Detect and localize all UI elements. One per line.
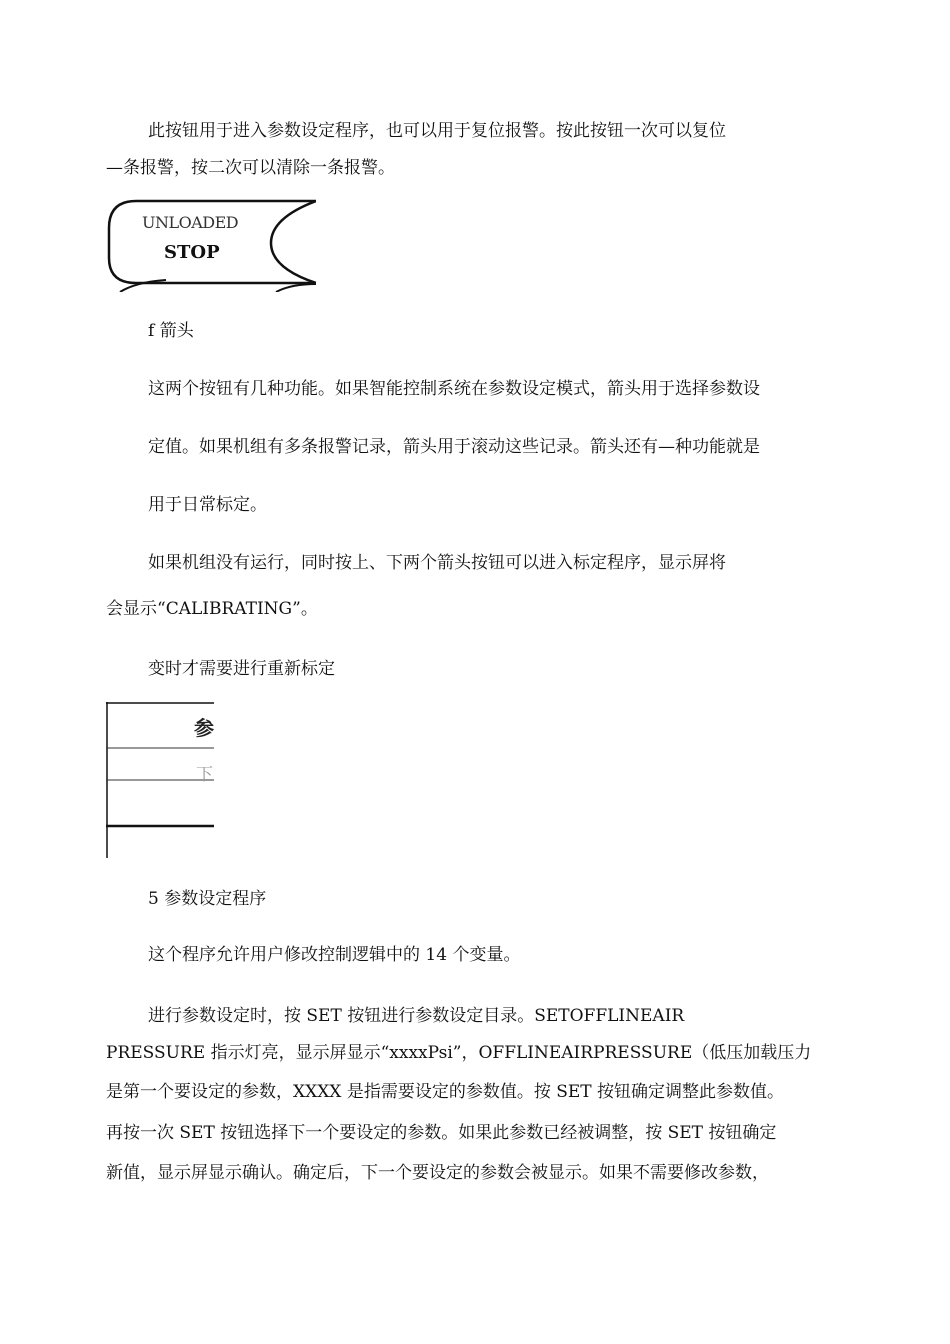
p2-line3: 用于日常标定。 bbox=[148, 495, 267, 515]
p5-line1: 这个程序允许用户修改控制逻辑中的 14 个变量。 bbox=[148, 945, 521, 965]
p3-line2: 会显示“CALIBRATING”。 bbox=[106, 599, 318, 619]
button-label-stop: STOP bbox=[164, 242, 220, 263]
p6-line3: 是第一个要设定的参数，XXXX 是指需要设定的参数值。按 SET 按钮确定调整此参数值。 bbox=[106, 1082, 785, 1102]
p6-line1: 进行参数设定时，按 SET 按钮进行参数设定目录。SETOFFLINEAIR bbox=[148, 1006, 685, 1026]
arrow-heading: f 箭头 bbox=[148, 321, 194, 341]
p6-line5: 新值，显示屏显示确认。确定后，下一个要设定的参数会被显示。如果不需要修改参数， bbox=[106, 1163, 769, 1183]
table-header-fragment: 参 bbox=[194, 716, 214, 740]
unloaded-stop-button-figure bbox=[106, 198, 316, 292]
p3-line1: 如果机组没有运行，同时按上、下两个箭头按钮可以进入标定程序，显示屏将 bbox=[148, 553, 726, 573]
parameter-table-figure bbox=[106, 702, 214, 858]
p2-line2: 定值。如果机组有多条报警记录，箭头用于滚动这些记录。箭头还有—种功能就是 bbox=[148, 437, 760, 457]
p2-line1: 这两个按钮有几种功能。如果智能控制系统在参数设定模式，箭头用于选择参数设 bbox=[148, 379, 760, 399]
table-row-fragment: 下 bbox=[196, 765, 213, 785]
section-heading: 5 参数设定程序 bbox=[148, 889, 267, 909]
p1-line2: —条报警，按二次可以清除一条报警。 bbox=[106, 158, 395, 178]
p6-line2: PRESSURE 指示灯亮，显示屏显示“xxxxPsi”，OFFLINEAIRPRESSURE（低压加载压力 bbox=[106, 1043, 812, 1063]
p4-line1: 变时才需要进行重新标定 bbox=[148, 659, 335, 679]
button-label-unloaded: UNLOADED bbox=[142, 213, 239, 232]
p6-line4: 再按一次 SET 按钮选择下一个要设定的参数。如果此参数已经被调整，按 SET 按钮确定 bbox=[106, 1123, 777, 1143]
p1-line1: 此按钮用于进入参数设定程序，也可以用于复位报警。按此按钮一次可以复位 bbox=[148, 121, 726, 141]
